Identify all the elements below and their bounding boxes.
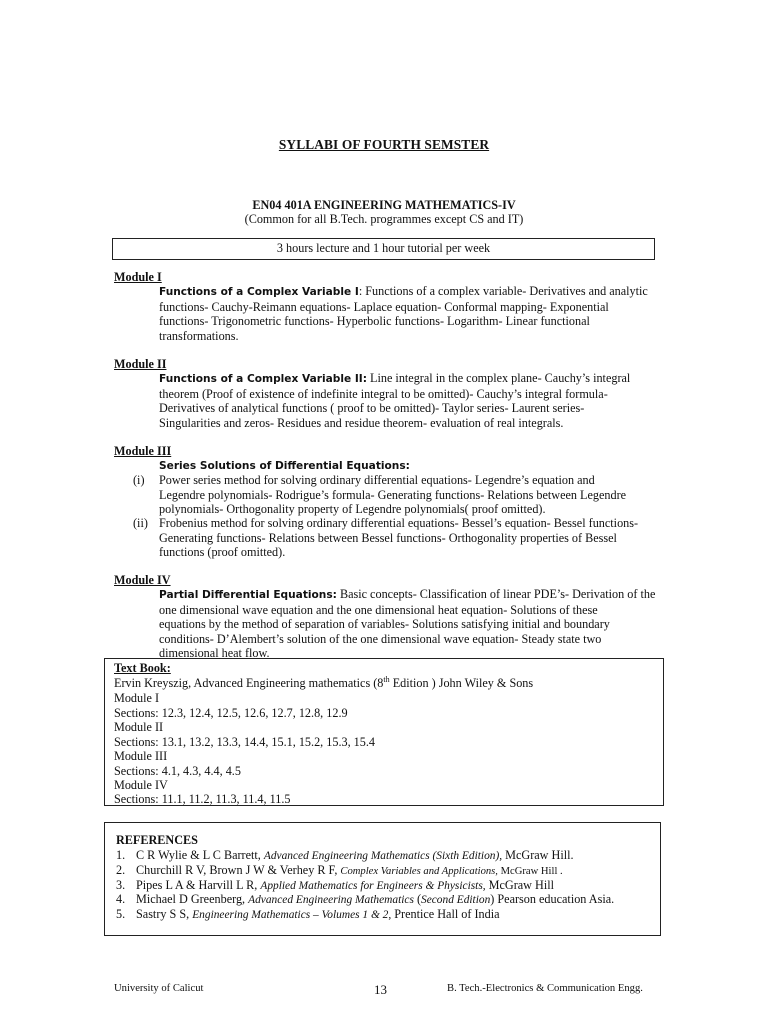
module-3-item-2: Frobenius method for solving ordinary differential equations- Bessel’s equation- Bessel functions- Generating functions- Relations between Bessel functions- Orthogonality properties of Bessel functions (proof omitted). xyxy=(159,516,639,560)
module-4-line: conditions- D’Alembert’s solution of the one dimensional wave equation- Steady state two xyxy=(159,631,602,646)
module-2-label: Module II xyxy=(114,357,167,371)
reference-item: 3. Pipes L A & Harvill L R, Applied Mathematics for Engineers & Physicists, McGraw Hill xyxy=(116,878,554,892)
textbook-box xyxy=(104,658,664,806)
textbook-line: Sections: 13.1, 13.2, 13.3, 14.4, 15.1, 15.2, 15.3, 15.4 xyxy=(114,735,376,749)
module-1-heading: Functions of a Complex Variable I xyxy=(159,286,359,298)
references-heading: REFERENCES xyxy=(116,833,198,847)
module-4-label: Module IV xyxy=(114,573,171,587)
textbook-line: Module IV xyxy=(114,778,168,792)
module-4-line: equations by the method of separation of variables- Solutions satisfying initial and boundary xyxy=(159,617,610,632)
module-3-heading: Series Solutions of Differential Equations: xyxy=(159,460,410,472)
references-box xyxy=(104,822,661,936)
reference-item: 5. Sastry S S, Engineering Mathematics – Volumes 1 & 2, Prentice Hall of India xyxy=(116,907,500,921)
module-3-item-number: (i) xyxy=(133,473,145,487)
hours-box: 3 hours lecture and 1 hour tutorial per week xyxy=(112,238,655,260)
module-1-line: transformations. xyxy=(159,328,239,343)
module-2-line: Derivatives of analytical functions ( proof to be omitted)- Taylor series- Laurent series- xyxy=(159,401,585,416)
module-2-text xyxy=(159,371,656,430)
module-2-line: theorem (Proof of existence of indefinite integral to be omitted)- Cauchy’s integral formula- xyxy=(159,386,608,401)
textbook-line: Sections: 11.1, 11.2, 11.3, 11.4, 11.5 xyxy=(114,792,291,806)
module-2-line: Functions of a Complex Variable II: Line integral in the complex plane- Cauchy’s integral xyxy=(159,371,631,385)
module-1-line: functions- Trigonometric functions- Hyperbolic functions- Logarithm- Linear functional xyxy=(159,314,590,329)
textbook-line: Module II xyxy=(114,720,164,734)
page-title: SYLLABI OF FOURTH SEMSTER xyxy=(278,137,490,152)
module-1-line: Functions of a Complex Variable I: Functions of a complex variable- Derivatives and analytic xyxy=(159,284,648,298)
module-4-text xyxy=(159,587,656,661)
module-4-line: Partial Differential Equations: Basic concepts- Classification of linear PDE’s- Derivation of the xyxy=(159,587,656,601)
textbook-line: Module III xyxy=(114,749,168,763)
course-title: EN04 401A ENGINEERING MATHEMATICS-IV xyxy=(252,198,516,212)
module-1-text xyxy=(159,284,656,343)
module-1-line: functions- Cauchy-Reimann equations- Laplace equation- Conformal mapping- Exponential xyxy=(159,299,609,314)
footer-program: B. Tech.-Electronics & Communication Engg. xyxy=(447,983,643,994)
textbook-line: Sections: 12.3, 12.4, 12.5, 12.6, 12.7, 12.8, 12.9 xyxy=(114,706,348,720)
textbook-heading: Text Book: xyxy=(114,661,171,675)
textbook-line: Sections: 4.1, 4.3, 4.4, 4.5 xyxy=(114,764,241,778)
module-4-line: dimensional heat flow. xyxy=(159,646,270,661)
module-4-heading: Partial Differential Equations: xyxy=(159,589,337,601)
page-number: 13 xyxy=(374,982,387,997)
reference-item: 1. C R Wylie & L C Barrett, Advanced Engineering Mathematics (Sixth Edition), McGraw Hill. xyxy=(116,848,574,862)
module-2-heading: Functions of a Complex Variable II: xyxy=(159,373,367,385)
textbook-line: Module I xyxy=(114,691,160,705)
reference-item: 2. Churchill R V, Brown J W & Verhey R F, Complex Variables and Applications, McGraw Hill . xyxy=(116,863,563,877)
module-3-item-number: (ii) xyxy=(133,516,148,530)
reference-item: 4. Michael D Greenberg, Advanced Engineering Mathematics (Second Edition) Pearson education Asia. xyxy=(116,892,615,906)
module-3-item-1: Power series method for solving ordinary differential equations- Legendre’s equation and Legendre polynomials- Rodrigue’s formula- Generating functions- Relations between Legendre polynomials- Orthogonality property of Legendre polynomials( proof omitted). xyxy=(159,473,627,517)
module-1-label: Module I xyxy=(114,270,162,284)
course-subtitle: (Common for all B.Tech. programmes except CS and IT) xyxy=(244,212,524,226)
footer-university: University of Calicut xyxy=(114,983,204,994)
module-3-label: Module III xyxy=(114,444,172,458)
textbook-citation: Ervin Kreyszig, Advanced Engineering mathematics (8th Edition ) John Wiley & Sons xyxy=(114,674,534,690)
module-2-line: Singularities and zeros- Residues and residue theorem- evaluation of real integrals. xyxy=(159,415,564,430)
module-4-line: one dimensional wave equation and the one dimensional heat equation- Solutions of these xyxy=(159,602,598,617)
